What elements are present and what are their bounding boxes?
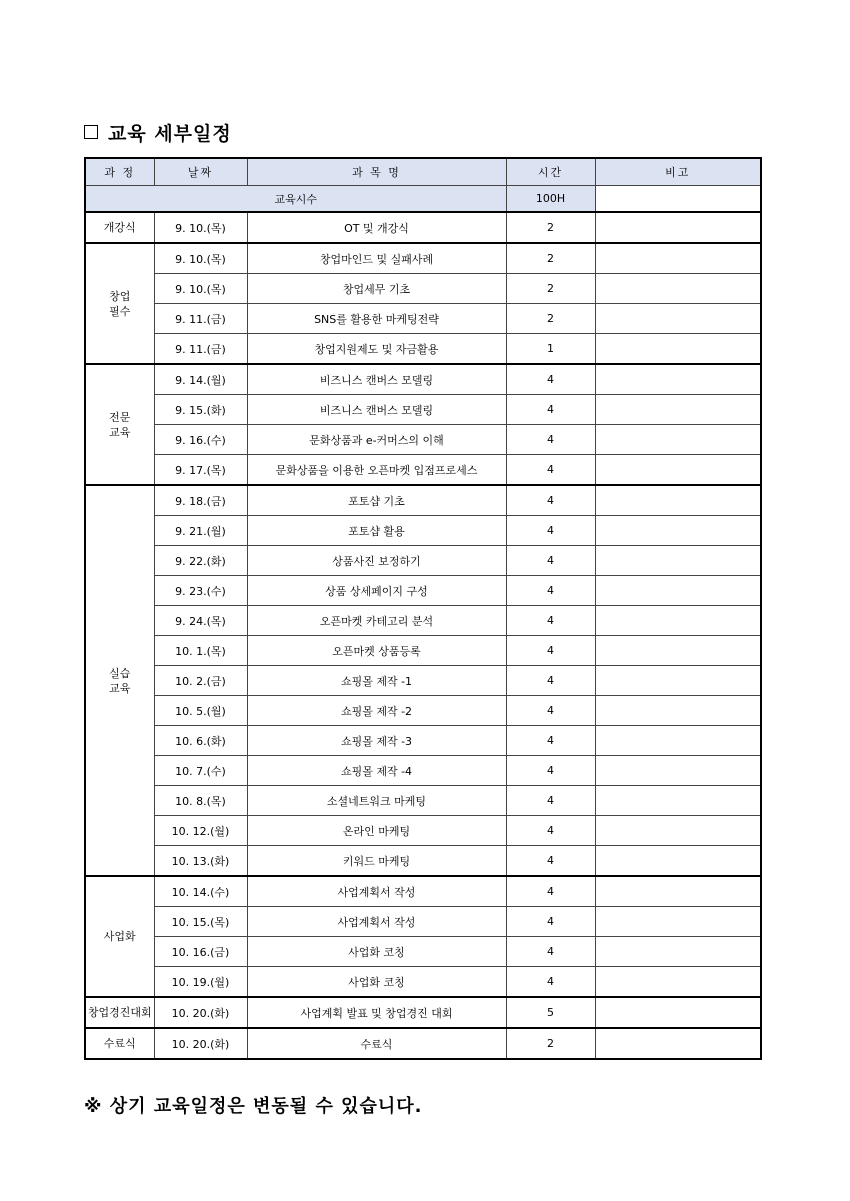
session-hours: 2 [506,1028,595,1059]
session-remarks [595,726,761,756]
session-subject: 쇼핑몰 제작 -3 [247,726,506,756]
course-category: 수료식 [85,1028,154,1059]
column-header-remarks: 비고 [595,158,761,186]
table-row [85,907,761,937]
course-category: 전문 교육 [85,364,154,485]
session-remarks [595,212,761,243]
session-subject: 온라인 마케팅 [247,816,506,846]
table-row [85,876,761,907]
total-hours-value: 100H [506,186,595,213]
session-hours: 4 [506,786,595,816]
table-row [85,786,761,816]
schedule-notice: ※ 상기 교육일정은 변동될 수 있습니다. [84,1096,423,1117]
session-remarks [595,816,761,846]
session-remarks [595,786,761,816]
session-remarks [595,243,761,274]
session-remarks [595,546,761,576]
session-remarks [595,666,761,696]
session-subject: 사업화 코칭 [247,937,506,967]
session-hours: 4 [506,876,595,907]
course-category: 실습 교육 [85,485,154,876]
session-subject: 상품사진 보정하기 [247,546,506,576]
session-subject: 사업계획서 작성 [247,907,506,937]
session-subject: 쇼핑몰 제작 -1 [247,666,506,696]
session-hours: 4 [506,726,595,756]
session-hours: 4 [506,696,595,726]
session-remarks [595,485,761,516]
session-subject: SNS를 활용한 마케팅전략 [247,304,506,334]
session-hours: 2 [506,243,595,274]
session-remarks [595,395,761,425]
session-hours: 4 [506,846,595,877]
session-subject: 쇼핑몰 제작 -2 [247,696,506,726]
session-remarks [595,696,761,726]
session-date: 10. 16.(금) [154,937,247,967]
session-date: 10. 19.(월) [154,967,247,998]
table-row [85,997,761,1028]
table-row [85,334,761,365]
session-hours: 4 [506,576,595,606]
session-hours: 4 [506,816,595,846]
session-date: 10. 7.(수) [154,756,247,786]
session-remarks [595,425,761,455]
table-row [85,696,761,726]
table-row [85,304,761,334]
session-hours: 4 [506,455,595,486]
session-date: 10. 20.(화) [154,997,247,1028]
session-remarks [595,576,761,606]
session-hours: 2 [506,274,595,304]
session-date: 9. 22.(화) [154,546,247,576]
session-remarks [595,907,761,937]
session-remarks [595,364,761,395]
table-row [85,756,761,786]
session-date: 10. 1.(목) [154,636,247,666]
session-date: 10. 6.(화) [154,726,247,756]
session-date: 10. 13.(화) [154,846,247,877]
session-subject: 비즈니스 캔버스 모델링 [247,364,506,395]
table-row [85,937,761,967]
table-header-row [85,158,761,186]
table-row [85,967,761,998]
session-date: 10. 2.(금) [154,666,247,696]
course-category: 창업 필수 [85,243,154,364]
total-hours-label: 교육시수 [85,186,506,213]
session-subject: 사업계획서 작성 [247,876,506,907]
session-date: 9. 15.(화) [154,395,247,425]
session-date: 10. 5.(월) [154,696,247,726]
session-hours: 4 [506,756,595,786]
session-remarks [595,846,761,877]
table-row [85,516,761,546]
session-hours: 4 [506,937,595,967]
session-hours: 4 [506,546,595,576]
total-hours-row [85,186,761,213]
session-subject: 쇼핑몰 제작 -4 [247,756,506,786]
session-subject: 창업세무 기초 [247,274,506,304]
session-hours: 4 [506,485,595,516]
course-category: 사업화 [85,876,154,997]
session-subject: 창업마인드 및 실패사례 [247,243,506,274]
session-subject: 문화상품을 이용한 오픈마켓 입점프로세스 [247,455,506,486]
session-subject: 오픈마켓 카테고리 분석 [247,606,506,636]
section-title-text: 교육 세부일정 [108,122,232,145]
table-row [85,726,761,756]
session-hours: 4 [506,636,595,666]
session-date: 9. 23.(수) [154,576,247,606]
session-date: 10. 12.(월) [154,816,247,846]
schedule-table [84,157,762,1060]
schedule-table-body [85,186,761,1060]
column-header-hours: 시간 [506,158,595,186]
table-row [85,455,761,486]
session-hours: 4 [506,364,595,395]
session-hours: 4 [506,967,595,998]
session-date: 9. 14.(월) [154,364,247,395]
session-date: 9. 10.(목) [154,243,247,274]
table-row [85,576,761,606]
total-hours-remarks [595,186,761,213]
table-row [85,666,761,696]
session-date: 9. 10.(목) [154,212,247,243]
session-subject: 소셜네트워크 마케팅 [247,786,506,816]
table-row [85,816,761,846]
session-date: 10. 15.(목) [154,907,247,937]
session-remarks [595,756,761,786]
session-remarks [595,334,761,365]
session-hours: 1 [506,334,595,365]
session-subject: 포토샵 활용 [247,516,506,546]
session-hours: 2 [506,212,595,243]
session-subject: 비즈니스 캔버스 모델링 [247,395,506,425]
table-row [85,636,761,666]
table-row [85,606,761,636]
session-remarks [595,967,761,998]
table-row [85,485,761,516]
session-subject: 수료식 [247,1028,506,1059]
session-subject: OT 및 개강식 [247,212,506,243]
column-header-date: 날짜 [154,158,247,186]
session-subject: 오픈마켓 상품등록 [247,636,506,666]
session-hours: 4 [506,516,595,546]
session-remarks [595,606,761,636]
session-subject: 키워드 마케팅 [247,846,506,877]
table-row [85,274,761,304]
session-remarks [595,937,761,967]
session-subject: 사업화 코칭 [247,967,506,998]
session-hours: 4 [506,395,595,425]
session-hours: 5 [506,997,595,1028]
checkbox-icon [84,125,98,139]
session-hours: 4 [506,907,595,937]
session-date: 9. 18.(금) [154,485,247,516]
session-remarks [595,516,761,546]
session-date: 9. 16.(수) [154,425,247,455]
table-row [85,546,761,576]
course-category: 창업경진대회 [85,997,154,1028]
session-remarks [595,1028,761,1059]
session-date: 10. 8.(목) [154,786,247,816]
session-remarks [595,636,761,666]
session-hours: 2 [506,304,595,334]
session-remarks [595,304,761,334]
column-header-course: 과 정 [85,158,154,186]
session-subject: 상품 상세페이지 구성 [247,576,506,606]
table-row [85,212,761,243]
session-remarks [595,997,761,1028]
session-date: 9. 17.(목) [154,455,247,486]
session-date: 9. 10.(목) [154,274,247,304]
session-hours: 4 [506,425,595,455]
session-date: 9. 21.(월) [154,516,247,546]
session-date: 9. 24.(목) [154,606,247,636]
session-subject: 사업계획 발표 및 창업경진 대회 [247,997,506,1028]
table-row [85,1028,761,1059]
session-remarks [595,876,761,907]
session-subject: 포토샵 기초 [247,485,506,516]
session-hours: 4 [506,666,595,696]
table-row [85,395,761,425]
session-date: 9. 11.(금) [154,304,247,334]
table-row [85,243,761,274]
session-subject: 문화상품과 e-커머스의 이해 [247,425,506,455]
session-date: 9. 11.(금) [154,334,247,365]
session-remarks [595,274,761,304]
table-row [85,425,761,455]
column-header-subject: 과 목 명 [247,158,506,186]
session-hours: 4 [506,606,595,636]
session-remarks [595,455,761,486]
table-row [85,846,761,877]
session-date: 10. 20.(화) [154,1028,247,1059]
table-row [85,364,761,395]
session-date: 10. 14.(수) [154,876,247,907]
course-category: 개강식 [85,212,154,243]
session-subject: 창업지원제도 및 자금활용 [247,334,506,365]
section-title [84,118,232,146]
